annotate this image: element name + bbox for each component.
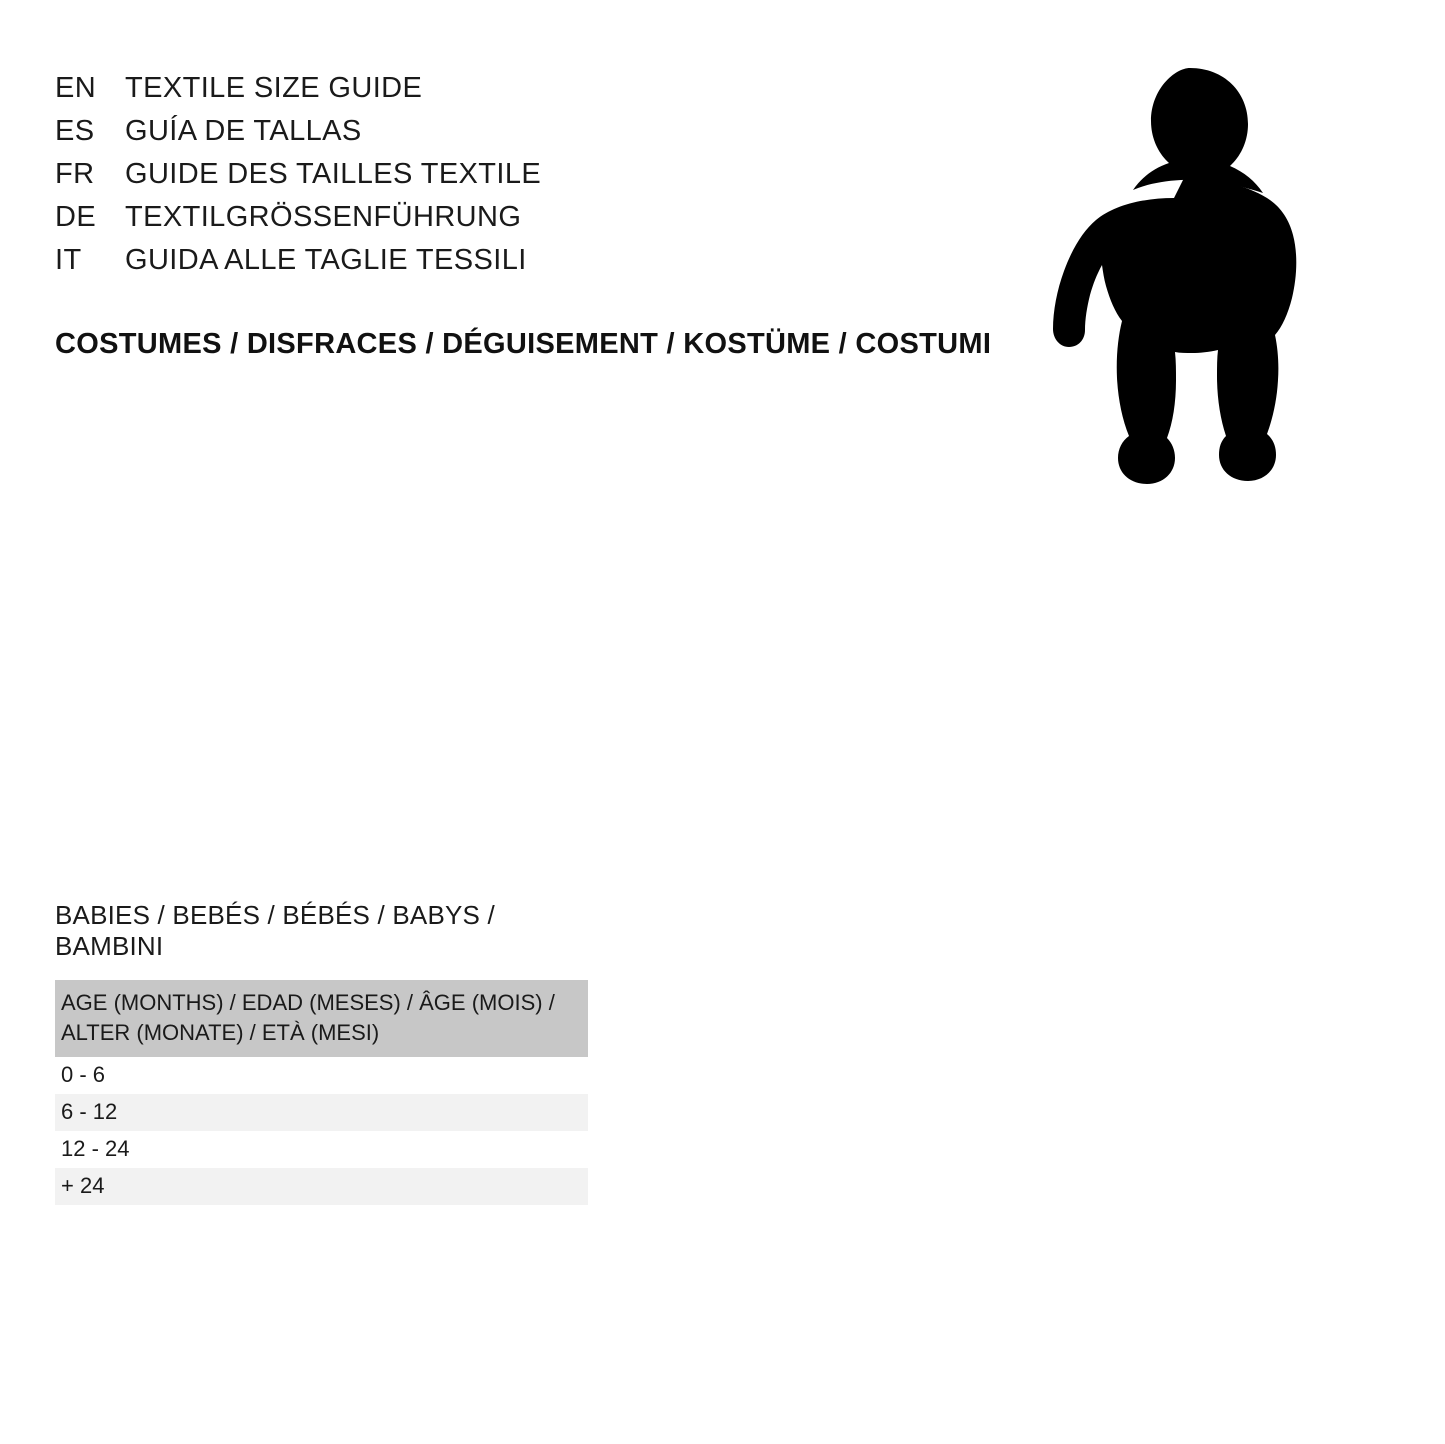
- language-title: GUIDE DES TAILLES TEXTILE: [125, 158, 542, 190]
- language-row-fr: [55, 158, 955, 201]
- size-table: [55, 980, 588, 1205]
- language-row-it: [55, 244, 955, 287]
- cell-age-range: 0 - 6: [55, 1057, 588, 1094]
- table-caption: BABIES / BEBÉS / BÉBÉS / BABYS / BAMBINI: [55, 900, 495, 961]
- language-code: EN: [55, 72, 97, 104]
- language-title: GUIDA ALLE TAGLIE TESSILI: [125, 244, 527, 276]
- table-header-row: [55, 980, 588, 1057]
- language-title: TEXTILE SIZE GUIDE: [125, 72, 423, 104]
- column-header-age: AGE (MONTHS) / EDAD (MESES) / ÂGE (MOIS) / ALTER (MONATE) / ETÀ (MESI): [55, 980, 588, 1057]
- cell-age-range: + 24: [55, 1168, 588, 1205]
- size-table-section: [55, 900, 595, 1205]
- language-row-es: [55, 115, 955, 158]
- cell-age-range: 12 - 24: [55, 1131, 588, 1168]
- cell-age-range: 6 - 12: [55, 1094, 588, 1131]
- language-code: FR: [55, 158, 95, 190]
- language-code: ES: [55, 115, 95, 147]
- table-row: [55, 1131, 588, 1168]
- table-row: [55, 1094, 588, 1131]
- language-code: IT: [55, 244, 82, 276]
- table-row: [55, 1168, 588, 1205]
- table-row: [55, 1057, 588, 1094]
- language-code: DE: [55, 201, 97, 233]
- language-row-de: [55, 201, 955, 244]
- baby-silhouette-icon: [1040, 60, 1330, 530]
- language-title: TEXTILGRÖSSENFÜHRUNG: [125, 201, 522, 233]
- page-subtitle: COSTUMES / DISFRACES / DÉGUISEMENT / KOSTÜME / COSTUMI: [55, 328, 992, 360]
- language-title: GUÍA DE TALLAS: [125, 115, 362, 147]
- language-row-en: [55, 72, 955, 115]
- language-list: [55, 72, 955, 287]
